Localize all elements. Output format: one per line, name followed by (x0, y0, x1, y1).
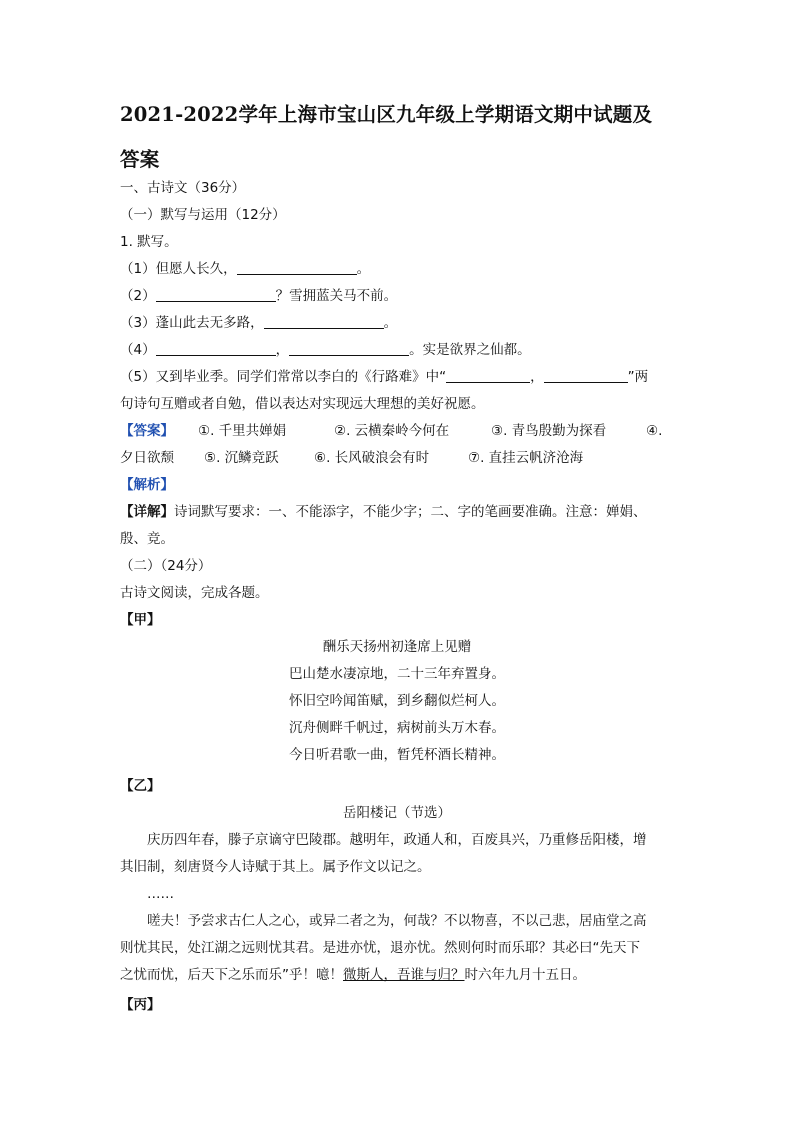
detail-text: 诗词默写要求：一、不能添字，不能少字；二、字的笔画要准确。注意：婵娟、 (174, 504, 647, 520)
ellipsis: …… (147, 886, 174, 902)
q1-4-prefix: （4） (120, 342, 156, 358)
prose-text: 时六年九月十五日。 (464, 967, 586, 983)
part-2-intro: 古诗文阅读，完成各题。 (120, 585, 269, 601)
answer-tag: 【答案】 (120, 423, 174, 439)
q1-1-prefix: （1）但愿人长久， (120, 261, 237, 277)
question-1: 1. 默写。 (120, 234, 178, 250)
answer-item: ③. 青鸟殷勤为探看 (491, 423, 607, 439)
q1-2-prefix: （2） (120, 288, 156, 304)
underlined-sentence: 微斯人，吾谁与归？ (343, 967, 465, 983)
part-heading-2: （二）（24分） (120, 558, 212, 574)
label-yi: 【乙】 (120, 778, 161, 794)
prose-paragraph-1-line-2: 其旧制，刻唐贤今人诗赋于其上。属予作文以记之。 (120, 859, 431, 875)
q1-4-suffix: 。实是欲界之仙都。 (409, 342, 531, 358)
title-line-1: 2021-2022学年上海市宝山区九年级上学期语文期中试题及 (120, 103, 653, 126)
q1-5-suffix: ”两 (627, 369, 649, 385)
answer-blank (237, 260, 357, 275)
q1-1-suffix: 。 (356, 261, 371, 277)
prose-text: 之忧而忧，后天下之乐而乐”乎！噫！ (120, 967, 343, 983)
question-1-2 (120, 287, 397, 305)
prose-paragraph-2-line-2: 则忧其民，处江湖之远则忧其君。是进亦忧，退亦忧。然则何时而乐耶？其必曰“先天下 (120, 940, 640, 956)
answer-blank (544, 368, 628, 383)
question-1-5-line2: 句诗句互赠或者自勉，借以表达对实现远大理想的美好祝愿。 (120, 396, 485, 412)
answer-item: ⑤. 沉鳞竞跃 (204, 450, 279, 466)
page-title (120, 92, 680, 182)
answer-line-2 (120, 449, 583, 467)
detail-line-1 (120, 503, 647, 521)
section-heading: 一、古诗文（36分） (120, 180, 246, 196)
answer-blank (156, 287, 276, 302)
answer-item: ⑦. 直挂云帆济沧海 (468, 450, 584, 466)
answer-item: ④. (646, 423, 663, 439)
label-jia: 【甲】 (120, 612, 161, 628)
q1-5-mid: ， (530, 369, 544, 385)
prose-paragraph-2-line-3 (120, 966, 586, 984)
q1-5-prefix: （5）又到毕业季。同学们常常以李白的《行路难》中“ (120, 369, 447, 385)
analysis-tag: 【解析】 (120, 477, 174, 493)
prose-paragraph-1-line-1: 庆历四年春，滕子京谪守巴陵郡。越明年，政通人和，百废具兴，乃重修岳阳楼，增 (147, 832, 647, 848)
q1-4-mid: ， (275, 342, 290, 358)
answer-item: ①. 千里共婵娟 (198, 423, 287, 439)
q1-2-suffix: ？雪拥蓝关马不前。 (275, 288, 398, 304)
answer-line-1 (120, 422, 662, 440)
q1-3-prefix: （3）蓬山此去无多路， (120, 315, 264, 331)
q1-3-suffix: 。 (383, 315, 398, 331)
part-heading-1: （一）默写与运用（12分） (120, 207, 286, 223)
answer-blank (156, 341, 276, 356)
answer-blank (289, 341, 409, 356)
prose-paragraph-2-line-1: 嗟夫！予尝求古仁人之心，或异二者之为，何哉？不以物喜，不以己悲，居庙堂之高 (147, 913, 647, 929)
answer-item: ②. 云横秦岭今何在 (334, 423, 450, 439)
poem-line: 怀旧空吟闻笛赋，到乡翻似烂柯人。 (289, 693, 505, 709)
poem-line: 今日听君歌一曲，暂凭杯酒长精神。 (289, 747, 505, 763)
poem-line: 沉舟侧畔千帆过，病树前头万木春。 (289, 720, 505, 736)
question-1-1 (120, 260, 370, 278)
detail-line-2: 殷、竞。 (120, 531, 174, 547)
answer-blank (446, 368, 530, 383)
poem-title: 酬乐天扬州初逢席上见赠 (322, 639, 472, 655)
question-1-3 (120, 314, 397, 332)
detail-tag: 【详解】 (120, 504, 174, 520)
answer-blank (264, 314, 384, 329)
label-bing: 【丙】 (120, 997, 161, 1013)
answer-item: 夕日欲颓 (120, 450, 174, 466)
question-1-5 (120, 368, 648, 386)
poem-line: 巴山楚水凄凉地，二十三年弃置身。 (289, 666, 505, 682)
question-1-4 (120, 341, 531, 359)
answer-item: ⑥. 长风破浪会有时 (314, 450, 430, 466)
prose-title: 岳阳楼记（节选） (343, 805, 451, 821)
title-line-2: 答案 (120, 148, 160, 171)
